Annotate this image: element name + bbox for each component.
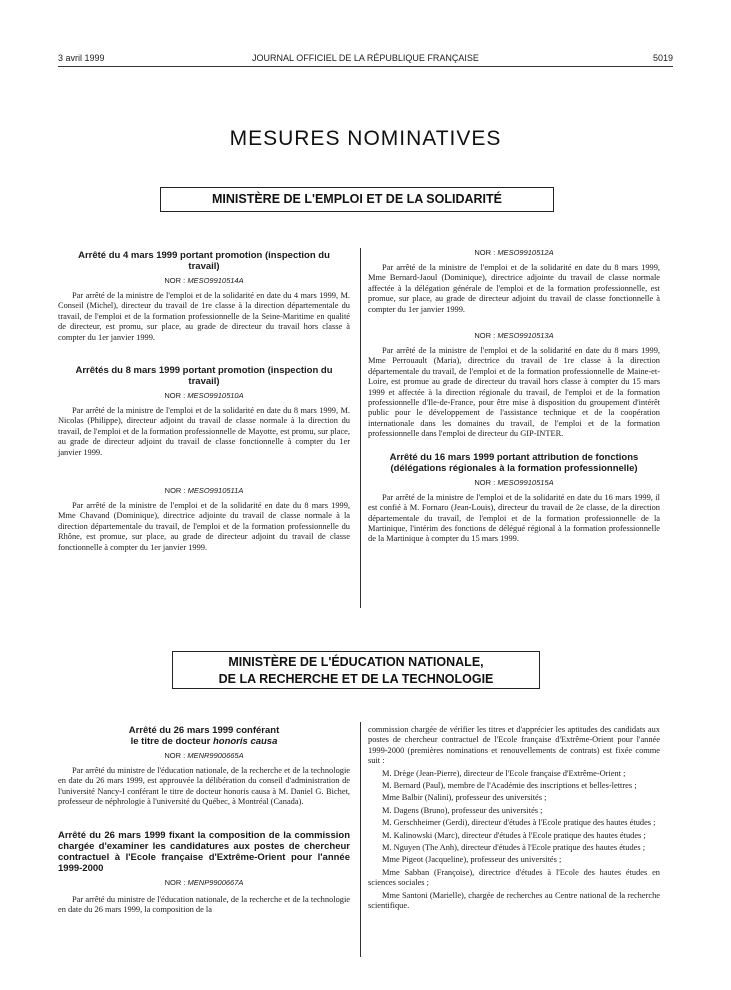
member-item: M. Drège (Jean-Pierre), directeur de l'Ecole française d'Extrême-Orient ; (382, 768, 626, 778)
member-item: M. Bernard (Paul), membre de l'Académie des inscriptions et belles-lettres ; (382, 781, 637, 791)
nor-label: NOR : (474, 477, 496, 487)
member-item: M. Gerschheimer (Gerdi), directeur d'études à l'Ecole pratique des hautes études ; (382, 818, 656, 828)
decree-text: Par arrêté de la ministre de l'emploi et de la solidarité en date du 8 mars 1999, Mme Chavand (Dominique), directrice adjointe du travail de classe normale à la direction départementale du travail, de l'emploi et de la formation professionnelle du Rhône, est promue, sur place, au grade de directeur adjoint du travail de classe fonctionnelle à compter du 1er janvier 1999. (58, 501, 350, 552)
header-journal-title: JOURNAL OFFICIEL DE LA RÉPUBLIQUE FRANÇAISE (252, 53, 479, 63)
nor-code: MESO9910515A (497, 477, 554, 487)
ministry2-left-column (58, 725, 350, 915)
decree-heading-italic: honoris causa (212, 736, 278, 747)
commission-intro: commission chargée de vérifier les titres et d'apprécier les aptitudes des candidats aux postes de chercheur contractuel de l'Ecole française d'Extrême-Orient pour l'année 1999-2000 (premières nominations et renouvellements de contrats) est fixée comme suit : (368, 725, 660, 766)
nor-label: NOR : (164, 391, 186, 401)
member-item: M. Kalinowski (Marc), directeur d'études à l'Ecole pratique des hautes études ; (382, 830, 646, 840)
decree-block (58, 486, 350, 553)
ministry-box-emploi (160, 187, 554, 212)
nor-reference (368, 478, 660, 487)
decree-heading (64, 725, 344, 747)
member-item: Mme Santoni (Marielle), chargée de recherches au Centre national de la recherche scientifique. (368, 890, 660, 911)
ministry-title-line2: DE LA RECHERCHE ET DE LA TECHNOLOGIE (218, 672, 494, 686)
nor-reference (368, 331, 660, 340)
decree-text: Par arrêté du ministre de l'éducation nationale, de la recherche et de la technologie en date du 26 mars 1999, est approuvée la délibération du conseil d'administration de l'université Nancy-I conférant le titre de docteur honoris causa à M. Daniel G. Bichet, professeur de néphrologie à l'université du Québec, à Montréal (Canada). (58, 766, 350, 807)
nor-code: MESO9910512A (497, 248, 554, 257)
member-item: Mme Pigeot (Jacqueline), professeur des universités ; (382, 855, 562, 865)
decree-text: Par arrêté du ministre de l'éducation nationale, de la recherche et de la technologie en date du 26 mars 1999, la composition de la (58, 894, 350, 915)
member-item: M. Dagens (Bruno), professeur des universités ; (382, 805, 543, 815)
decree-block (58, 365, 350, 458)
decree-heading-line2 (64, 736, 344, 747)
member-item: M. Nguyen (The Anh), directeur d'études à l'Ecole pratique des hautes études ; (382, 843, 646, 853)
column-separator (360, 248, 361, 608)
nor-reference (58, 391, 350, 400)
decree-text: Par arrêté de la ministre de l'emploi et de la solidarité en date du 8 mars 1999, Mme Bernard-Jaoul (Dominique), directrice adjointe du travail de classe normale affectée à la délégation générale de l'emploi et de la formation professionnelle, est promue, sur place, au grade de directeur adjoint du travail de classe fonctionnelle à compter du 1er janvier 1999. (368, 263, 660, 314)
member-item: Mme Balbir (Nalini), professeur des universités ; (382, 793, 547, 803)
header-page-number: 5019 (652, 53, 673, 63)
decree-block (368, 331, 660, 440)
nor-reference (58, 276, 350, 285)
nor-reference (58, 751, 350, 760)
ministry2-right-column (368, 725, 660, 914)
header-date: 3 avril 1999 (58, 53, 105, 63)
page-title: MESURES NOMINATIVES (229, 127, 502, 150)
ministry-box-education (172, 651, 540, 689)
nor-code: MENR9900665A (187, 751, 244, 760)
nor-code: MESO9910514A (187, 276, 244, 285)
decree-block (58, 830, 350, 916)
header-rule (58, 66, 673, 67)
nor-code: MESO9910511A (187, 486, 244, 496)
ministry-title-line1: MINISTÈRE DE L'ÉDUCATION NATIONALE, (228, 655, 484, 669)
nor-label: NOR : (164, 486, 186, 496)
decree-heading: Arrêtés du 8 mars 1999 portant promotion (inspection du travail) (75, 365, 333, 388)
decree-text: Par arrêté de la ministre de l'emploi et de la solidarité en date du 8 mars 1999, M. Nicolas (Philippe), directeur adjoint du travail de classe normale à la direction du travail, de l'emploi et de la formation professionnelle de Mayotte, est promu, sur place, au grade de directeur adjoint du travail de classe fonctionnelle à compter du 1er janvier 1999. (58, 406, 350, 457)
decree-text: Par arrêté de la ministre de l'emploi et de la solidarité en date du 8 mars 1999, Mme Perrouault (Maria), directrice du travail de 1re classe à la direction départementale du travail, de l'emploi et de la formation professionnelle de Maine-et-Loire, est promue au grade de directeur du travail hors classe à compter du 15 mars 1999 et affectée à la direction régionale du travail, de l'emploi et de la formation professionnelle d'Ile-de-France, pour être mise à disposition du groupement d'intérêt public pour le développement de l'assistance technique et de la coopération internationale dans les domaines du travail, de l'emploi et de la formation professionnelle dans l'emploi de directeur du GIP-INTER. (368, 346, 660, 439)
decree-block (58, 725, 350, 808)
column-separator (360, 722, 361, 957)
nor-label: NOR : (164, 751, 186, 760)
decree-heading: Arrêté du 4 mars 1999 portant promotion (inspection du travail) (78, 250, 330, 272)
nor-label: NOR : (474, 331, 496, 341)
nor-code: MENP9900667A (187, 877, 244, 887)
decree-text: Par arrêté de la ministre de l'emploi et de la solidarité en date du 4 mars 1999, M. Conseil (Michel), directeur du travail de 1re classe à la direction départementale du travail, de l'emploi et de la formation professionnelle de la Seine-Maritime en qualité de directeur, est promu, sur place, au grade de directeur du travail hors classe à compter du 1er janvier 1999. (58, 291, 350, 342)
nor-code: MESO9910510A (187, 391, 244, 401)
decree-text: Par arrêté de la ministre de l'emploi et de la solidarité en date du 16 mars 1999, il est confié à M. Fornaro (Jean-Louis), directeur du travail de 2e classe, de la direction départementale du travail, de l'emploi et de la formation professionnelle de la Martinique, l'intérim des fonctions de délégué régional à la formation professionnelle de la Martinique à compter du 15 mars 1999. (368, 492, 660, 544)
ministry1-left-column (58, 250, 350, 553)
decree-block (368, 452, 660, 545)
nor-reference (368, 248, 660, 257)
nor-code: MESO9910513A (497, 331, 554, 341)
decree-heading-text: le titre de docteur (130, 736, 211, 747)
ministry-title: MINISTÈRE DE L'EMPLOI ET DE LA SOLIDARITÉ (211, 192, 503, 206)
nor-label: NOR : (474, 248, 496, 257)
nor-reference (58, 878, 350, 887)
decree-block (368, 248, 660, 315)
decree-heading: Arrêté du 16 mars 1999 portant attribution de fonctions (délégations régionales à la formation professionnelle) (389, 451, 639, 474)
nor-reference (58, 486, 350, 495)
decree-heading-line1: Arrêté du 26 mars 1999 conférant (128, 725, 280, 736)
member-item: Mme Sabban (Françoise), directrice d'études à l'Ecole des hautes études en sciences sociales ; (368, 867, 660, 888)
decree-heading: Arrêté du 26 mars 1999 fixant la composition de la commission chargée d'examiner les candidatures aux postes de chercheur contractuel à l'Ecole française d'Extrême-Orient pour l'année 1999-2000 (58, 829, 350, 874)
decree-block (58, 250, 350, 343)
nor-label: NOR : (164, 276, 186, 285)
nor-label: NOR : (164, 877, 186, 887)
ministry1-right-column (368, 244, 660, 545)
